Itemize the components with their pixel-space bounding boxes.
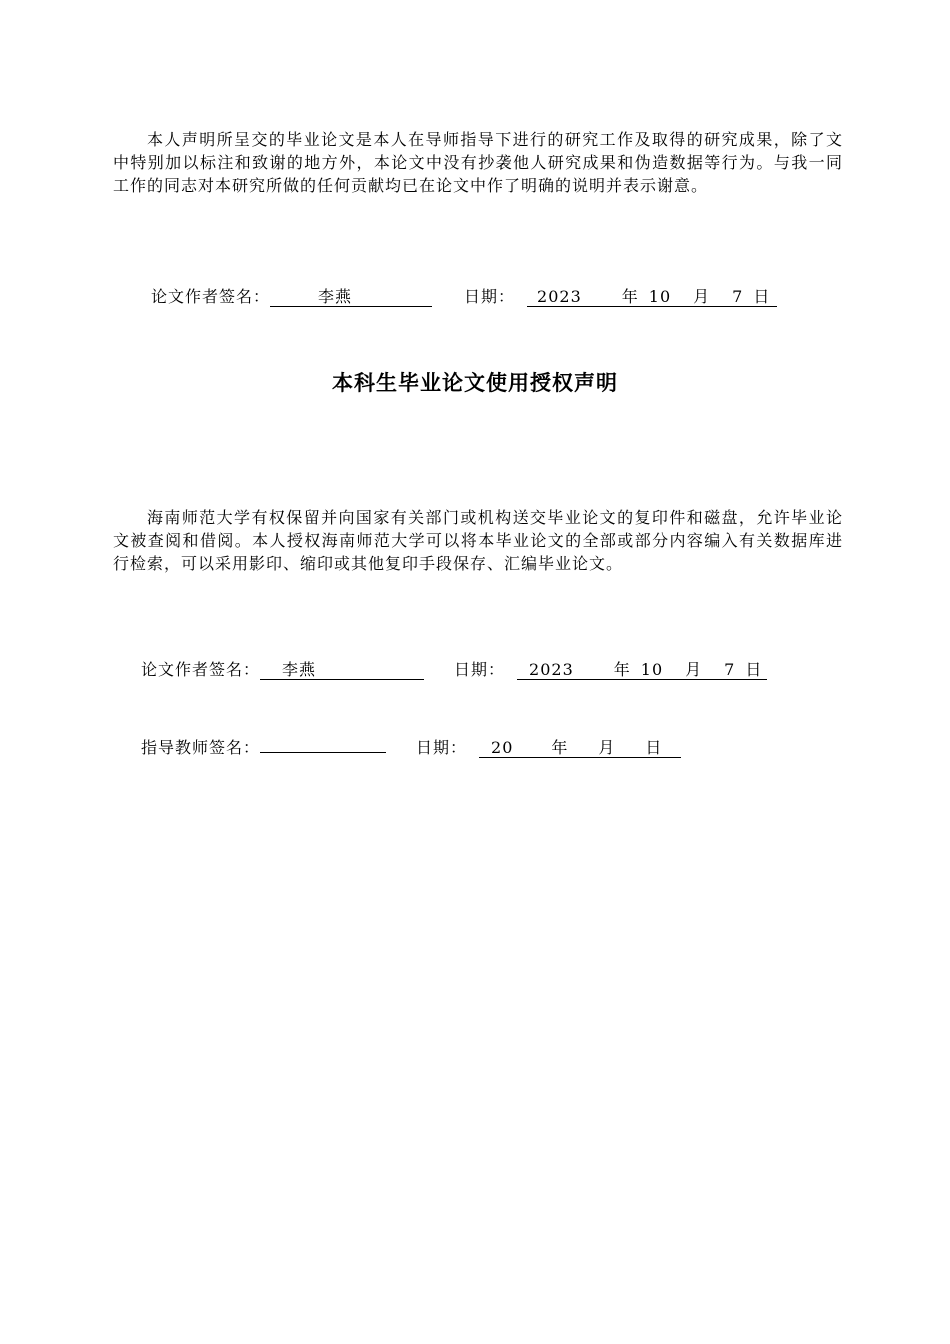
date-label: 日期： (454, 660, 506, 679)
advisor-signature-field (260, 733, 386, 753)
advisor-date-year: 20 (491, 738, 514, 757)
advisor-signature-label: 指导教师签名： (141, 738, 261, 757)
date-year: 2023 (529, 660, 574, 679)
authorization-paragraph: 海南师范大学有权保留并向国家有关部门或机构送交毕业论文的复印件和磁盘，允许毕业论文被查阅和借阅。本人授权海南师范大学可以将本毕业论文的全部或部分内容编入有关数据库进行检索，可以采用影印、缩印或其他复印手段保存、汇编毕业论文。 (113, 508, 843, 573)
date-month: 10 (640, 660, 664, 679)
advisor-date-month-unit: 月 (598, 738, 616, 757)
declaration-signature-line (151, 284, 777, 307)
date-month-unit: 月 (685, 660, 703, 679)
date-year-unit: 年 (621, 287, 639, 306)
page-title: 本科生毕业论文使用授权声明 (332, 371, 618, 395)
date-field (517, 660, 767, 680)
date-year-unit: 年 (613, 660, 631, 679)
date-label: 日期： (464, 287, 516, 306)
advisor-signature-line (141, 733, 681, 758)
declaration-paragraph: 本人声明所呈交的毕业论文是本人在导师指导下进行的研究工作及取得的研究成果，除了文中特别加以标注和致谢的地方外，本论文中没有抄袭他人研究成果和伪造数据等行为。与我一同工作的同志对本研究所做的任何贡献均已在论文中作了明确的说明并表示谢意。 (113, 130, 843, 195)
advisor-date-day-unit: 日 (645, 738, 663, 757)
date-month: 10 (648, 287, 672, 306)
date-day: 7 (732, 287, 744, 306)
advisor-date-label: 日期： (416, 738, 468, 757)
date-year: 2023 (537, 287, 582, 306)
author-name: 李燕 (318, 287, 353, 306)
date-month-unit: 月 (693, 287, 711, 306)
author-signature-label: 论文作者签名： (151, 287, 271, 306)
author-signature-label: 论文作者签名： (141, 660, 261, 679)
date-field (527, 287, 777, 307)
authorization-signature-line (141, 657, 767, 680)
advisor-date-field (479, 738, 681, 758)
date-day: 7 (724, 660, 736, 679)
author-signature-field (260, 660, 424, 680)
author-signature-field (270, 287, 432, 307)
advisor-date-year-unit: 年 (551, 738, 569, 757)
date-day-unit: 日 (745, 660, 763, 679)
author-name: 李燕 (282, 660, 317, 679)
date-day-unit: 日 (753, 287, 771, 306)
